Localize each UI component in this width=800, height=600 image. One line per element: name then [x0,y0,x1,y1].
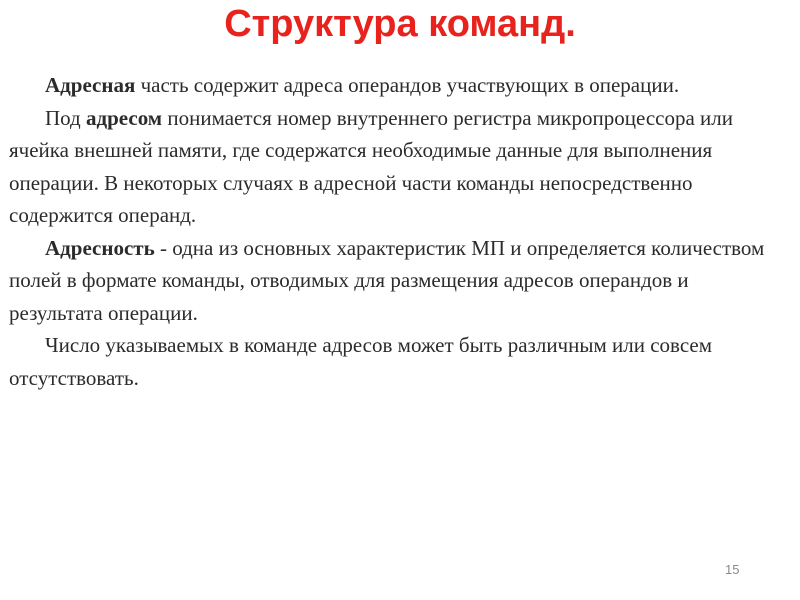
paragraph-text: часть содержит адреса операндов участвующих в операции. [135,73,680,97]
paragraph-text: - одна из основных характеристик МП и определяется количеством полей в формате команды, отводимых для размещения адресов операндов и результата операции. [9,235,765,325]
slide-title: Структура команд. [224,3,576,45]
slide-body [9,69,769,394]
term-address-part: Адресная [45,73,136,97]
term-addressness: Адресность [45,235,155,260]
page-number: 15 [725,562,740,577]
paragraph-address-part [9,69,769,102]
paragraph-prefix: Под [45,105,86,130]
paragraph-address-definition [9,102,769,232]
paragraph-text: понимается номер внутреннего регистра микропроцессора или ячейка внешней памяти, где содержатся необходимые данные для выполнения операции. В некоторых случаях в адресной части команды непосредственно содержится операнд. [9,105,733,227]
term-address: адресом [86,105,163,130]
paragraph-text: Число указываемых в команде адресов может быть различным или совсем отсутствовать. [9,333,713,390]
paragraph-addressness [9,232,769,330]
paragraph-address-count [9,329,769,394]
